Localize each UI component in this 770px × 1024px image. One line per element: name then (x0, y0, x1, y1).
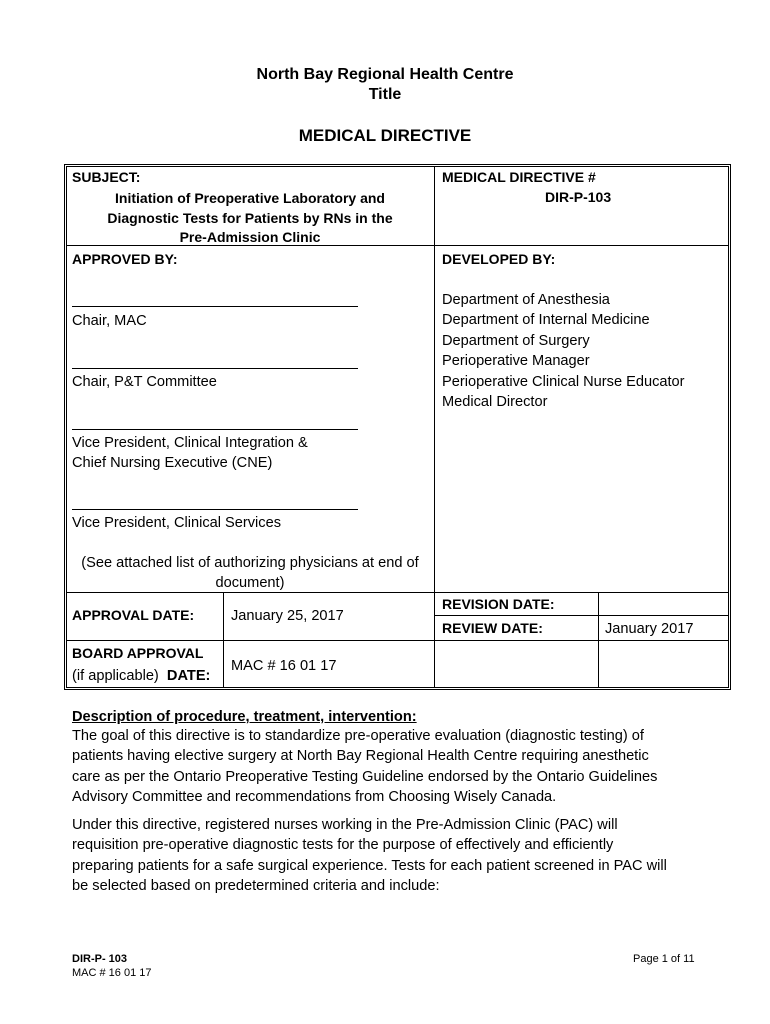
paragraph-line: preparing patients for a safe surgical experience. Tests for each patient screened in PAC will (72, 857, 667, 874)
signature-line (72, 306, 358, 307)
developer-item: Perioperative Clinical Nurse Educator (442, 373, 685, 390)
footer-mac: MAC # 16 01 17 (72, 967, 152, 979)
approval-date-label: APPROVAL DATE: (72, 607, 195, 623)
if-applicable-text: (if applicable) (72, 668, 159, 684)
developer-item: Medical Director (442, 394, 548, 411)
approval-date-value: January 25, 2017 (231, 608, 344, 624)
paragraph-line: Advisory Committee and recommendations from Choosing Wisely Canada. (72, 789, 557, 806)
subject-line: Diagnostic Tests for Patients by RNs in the (107, 209, 393, 226)
board-approval-subline (72, 668, 210, 684)
developer-item: Department of Surgery (442, 332, 590, 349)
directive-number-label: MEDICAL DIRECTIVE # (442, 169, 596, 185)
developed-by-label: DEVELOPED BY: (442, 251, 556, 267)
document-type: MEDICAL DIRECTIVE (298, 126, 472, 145)
developer-item: Department of Anesthesia (442, 292, 610, 308)
paragraph-line: Under this directive, registered nurses working in the Pre-Admission Clinic (PAC) will (72, 817, 618, 833)
document-title: Title (368, 86, 402, 103)
subject-line: Pre-Admission Clinic (179, 229, 321, 245)
approver-vp-cne-line: Chief Nursing Executive (CNE) (72, 455, 273, 472)
paragraph-line: patients having elective surgery at North Bay Regional Health Centre requiring anesthetic (72, 748, 649, 765)
footer-page-number: Page 1 of 11 (633, 953, 695, 965)
approver-vp-cne-line: Vice President, Clinical Integration & (72, 435, 308, 451)
developers-list (442, 290, 685, 412)
authorizing-note (66, 553, 434, 594)
signature-line (72, 368, 358, 369)
subject-line: Initiation of Preoperative Laboratory and (115, 190, 385, 206)
review-date-value: January 2017 (605, 621, 694, 637)
board-approval-label: BOARD APPROVAL (72, 645, 204, 661)
approved-by-label: APPROVED BY: (72, 251, 178, 267)
signature-line (72, 429, 358, 430)
review-date-label: REVIEW DATE: (442, 620, 543, 636)
paragraph-line: be selected based on predetermined criteria and include: (72, 878, 440, 895)
approver-vp-clinical: Vice President, Clinical Services (72, 515, 281, 531)
board-date-label: DATE: (166, 668, 211, 684)
footer-doc-id: DIR-P- 103 (72, 953, 128, 965)
authorizing-note-line: document) (215, 575, 285, 592)
authorizing-note-line: (See attached list of authorizing physicians at end of (81, 555, 419, 571)
signature-line (72, 509, 358, 510)
approver-vp-cne (72, 433, 308, 474)
board-approval-value: MAC # 16 01 17 (231, 658, 337, 674)
organization-name: North Bay Regional Health Centre (256, 66, 514, 83)
description-paragraph-2 (72, 815, 712, 897)
subject-label: SUBJECT: (72, 169, 141, 185)
paragraph-line: requisition pre-operative diagnostic tests for the purpose of effectively and efficiently (72, 837, 614, 854)
subject-text (66, 189, 434, 248)
directive-number: DIR-P-103 (545, 189, 612, 205)
paragraph-line: The goal of this directive is to standardize pre-operative evaluation (diagnostic testing) of (72, 728, 644, 744)
revision-date-label: REVISION DATE: (442, 596, 555, 612)
description-paragraph-1 (72, 726, 712, 808)
approver-chair-pt: Chair, P&T Committee (72, 374, 217, 390)
approver-chair-mac: Chair, MAC (72, 313, 147, 329)
developer-item: Department of Internal Medicine (442, 312, 650, 329)
paragraph-line: care as per the Ontario Preoperative Testing Guideline endorsed by the Ontario Guidelines (72, 768, 658, 785)
description-heading: Description of procedure, treatment, intervention: (72, 709, 417, 725)
developer-item: Perioperative Manager (442, 353, 590, 370)
